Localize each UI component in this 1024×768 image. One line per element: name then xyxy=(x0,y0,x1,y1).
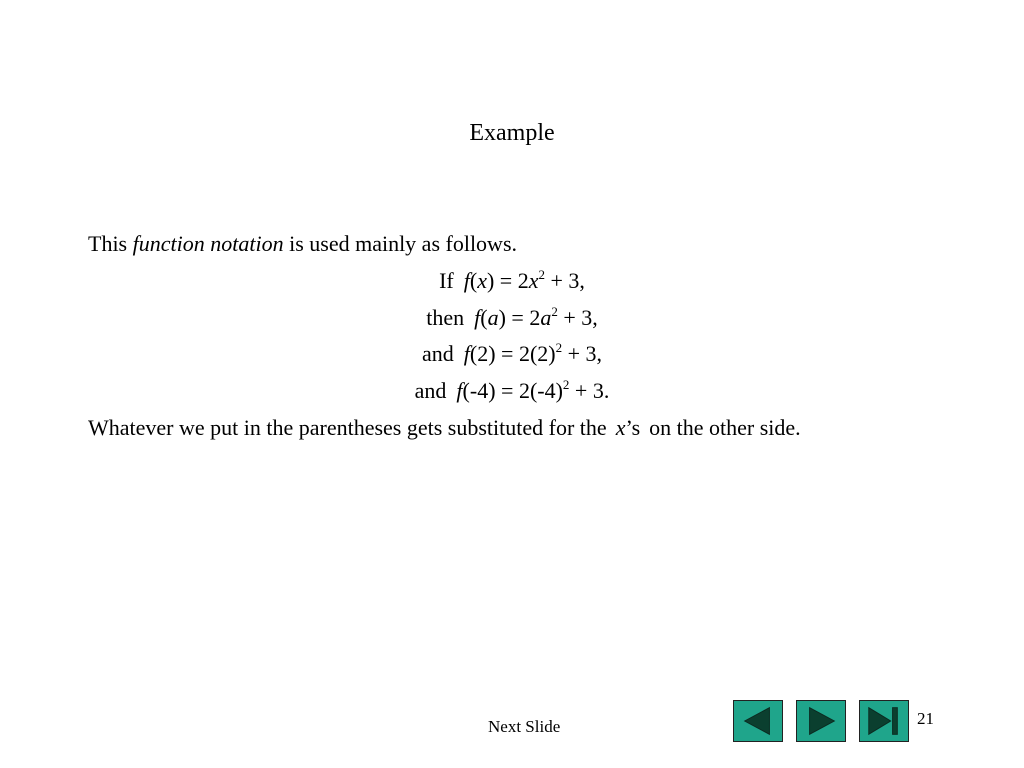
exponent: 2 xyxy=(562,377,570,392)
intro-emphasis: function notation xyxy=(132,231,284,256)
equation-tail: + 3, xyxy=(544,268,585,293)
function-symbol: f xyxy=(463,341,470,366)
intro-sentence xyxy=(88,230,517,258)
last-slide-button[interactable] xyxy=(859,700,909,742)
outro-text-post: on the other side. xyxy=(649,415,801,440)
exponent: 2 xyxy=(538,267,545,282)
equation-line xyxy=(0,267,1024,295)
page-number: 21 xyxy=(917,709,934,728)
outro-sentence xyxy=(88,414,801,442)
next-slide-link[interactable]: Next Slide xyxy=(488,717,561,736)
function-argument: 2 xyxy=(477,341,489,366)
intro-text-pre: This xyxy=(88,231,128,256)
skip-to-end-icon xyxy=(860,701,908,741)
triangle-left-icon xyxy=(734,701,782,741)
equation-tail: + 3, xyxy=(557,305,598,330)
paren-close: ) xyxy=(498,305,506,330)
triangle-right-icon xyxy=(797,701,845,741)
equation-tail: + 3, xyxy=(562,341,603,366)
equation-rhs: = 2(2) xyxy=(495,341,556,366)
function-argument: x xyxy=(477,268,487,293)
previous-slide-button[interactable] xyxy=(733,700,783,742)
paren-open: ( xyxy=(462,378,470,403)
outro-variable: x xyxy=(615,415,626,440)
function-argument: a xyxy=(487,305,499,330)
function-symbol: f xyxy=(463,268,470,293)
equation-tail: + 3. xyxy=(569,378,610,403)
equation-rhs: = 2 xyxy=(494,268,529,293)
paren-close: ) xyxy=(488,378,496,403)
intro-text-post: is used mainly as follows. xyxy=(289,231,518,256)
equation-line xyxy=(0,377,1024,405)
exponent: 2 xyxy=(551,304,558,319)
slide-title: Example xyxy=(469,120,555,146)
equation-variable: a xyxy=(540,305,552,330)
equation-line xyxy=(0,340,1024,368)
equation-lead: If xyxy=(439,268,454,293)
equation-rhs: = 2(-4) xyxy=(495,378,563,403)
outro-text-pre: Whatever we put in the parentheses gets substituted for the xyxy=(88,415,607,440)
equation-rhs: = 2 xyxy=(505,305,541,330)
next-slide-button[interactable] xyxy=(796,700,846,742)
equation-lead: and xyxy=(414,378,447,403)
paren-close: ) xyxy=(486,268,495,293)
paren-open: ( xyxy=(469,268,478,293)
outro-suffix: ’s xyxy=(625,415,641,440)
equation-variable: x xyxy=(528,268,539,293)
paren-open: ( xyxy=(480,305,488,330)
function-argument: -4 xyxy=(469,378,489,403)
equation-line xyxy=(0,304,1024,332)
equation-lead: and xyxy=(421,341,454,366)
exponent: 2 xyxy=(555,340,563,355)
paren-close: ) xyxy=(488,341,496,366)
function-symbol: f xyxy=(474,305,481,330)
paren-open: ( xyxy=(469,341,478,366)
equation-lead: then xyxy=(426,305,465,330)
function-symbol: f xyxy=(456,378,463,403)
